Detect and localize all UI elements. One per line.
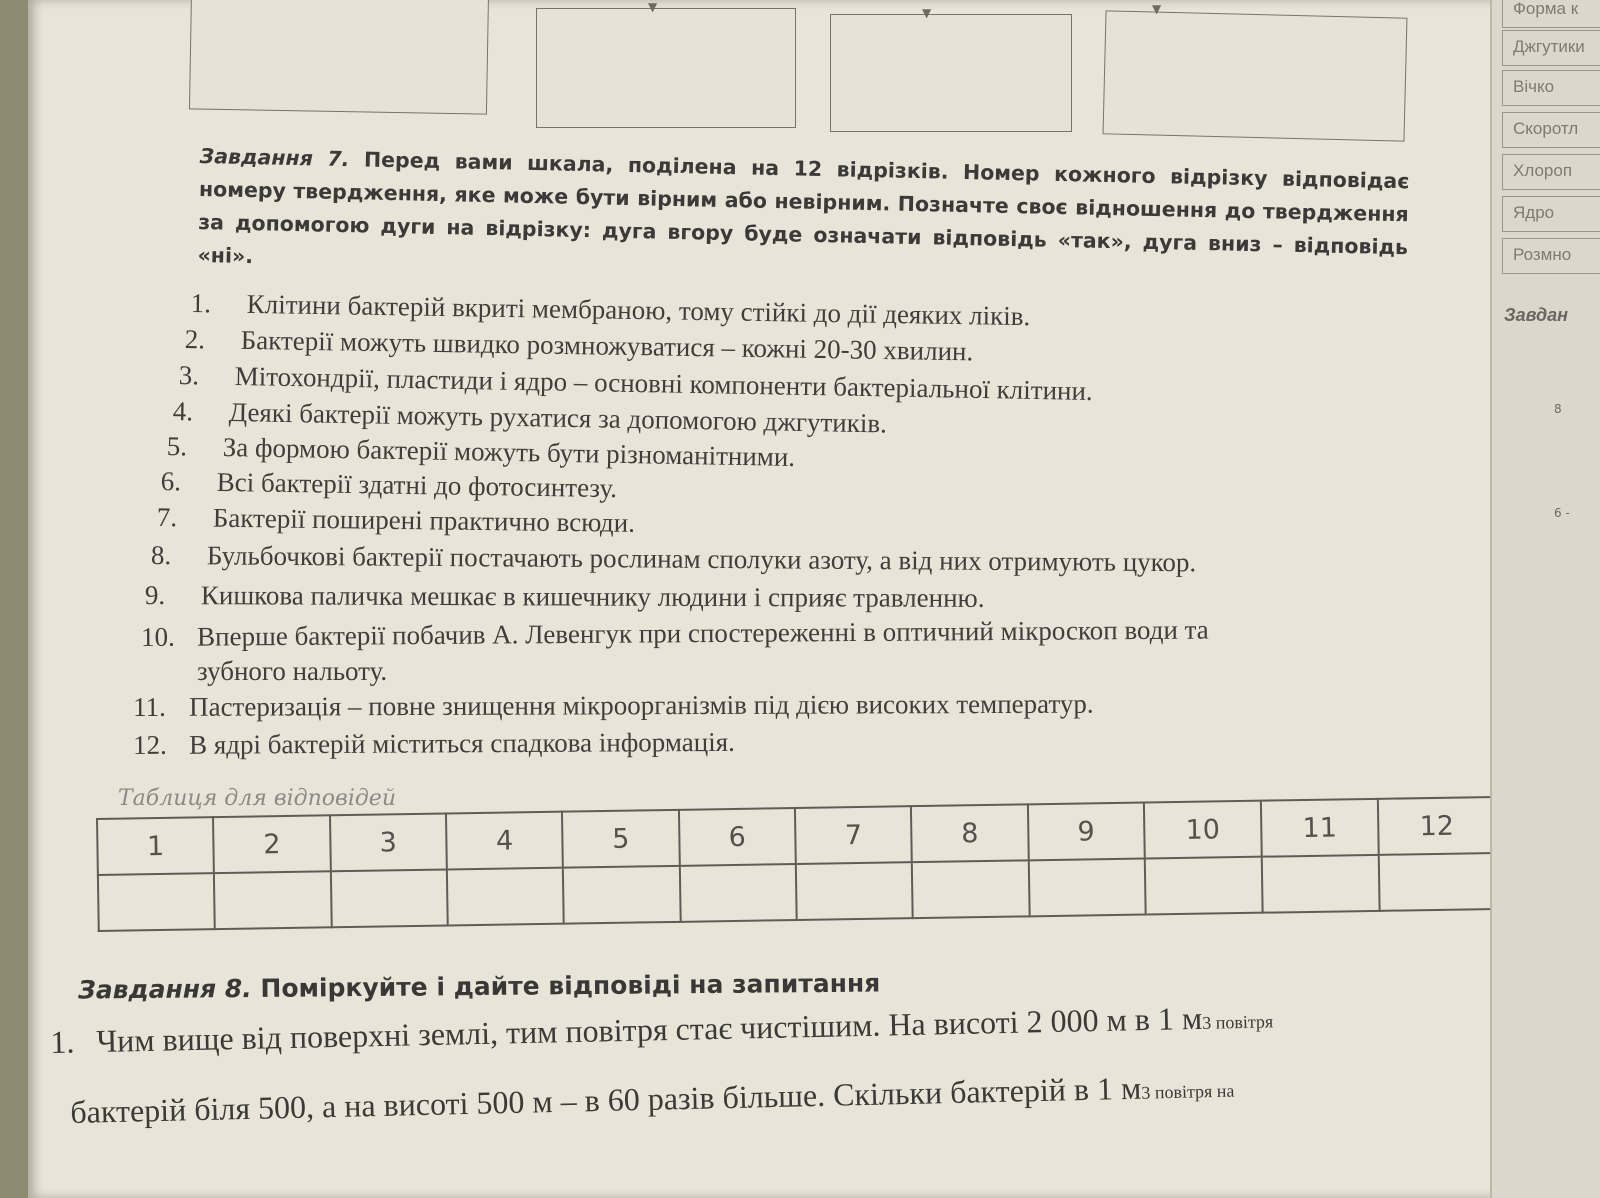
statement-item	[133, 689, 1094, 723]
statement-number: 2.	[184, 324, 206, 355]
answer-cell[interactable]	[1145, 857, 1263, 915]
statement-number: 3.	[178, 360, 200, 391]
side-table-cell: Хлороп	[1502, 154, 1600, 190]
arrow-down-icon: ▼	[1152, 2, 1162, 16]
question-line-1	[50, 998, 1273, 1061]
answer-table-header-cell: 12	[1378, 797, 1496, 855]
answer-table	[96, 796, 1498, 932]
answer-cell[interactable]	[331, 869, 448, 927]
facing-page	[1490, 0, 1600, 1198]
question-text-1-small: 3 повітря	[1201, 1011, 1274, 1033]
answer-cell[interactable]	[679, 864, 796, 922]
statement-number: 9.	[144, 580, 166, 611]
statement-number: 10.	[141, 621, 175, 652]
statement-number: 12.	[133, 729, 167, 760]
drawing-frame-1	[189, 0, 489, 115]
drawing-frame-4	[1103, 10, 1408, 141]
statement-item	[141, 615, 1209, 653]
drawing-frame-3	[830, 14, 1072, 132]
side-mark: 6 -	[1554, 506, 1570, 520]
statement-item	[197, 656, 387, 687]
statement-text: Клітини бактерій вкриті мембраною, тому стійкі до дії деяких ліків.	[246, 288, 1031, 332]
question-number: 1.	[50, 1023, 75, 1060]
statement-text: Кишкова паличка мешкає в кишечнику людини і сприяє травленню.	[200, 580, 985, 613]
answer-cell[interactable]	[1028, 859, 1145, 917]
statement-number: 11.	[133, 691, 166, 722]
answer-table-header-cell: 10	[1144, 801, 1262, 859]
answer-table-header-cell: 9	[1028, 803, 1145, 861]
statement-item	[133, 727, 735, 761]
statement-item	[161, 466, 618, 504]
answer-table-header-cell: 8	[911, 804, 1028, 862]
answer-table-header-cell: 3	[330, 814, 447, 872]
statement-number: 4.	[172, 396, 194, 427]
arrow-down-icon: ▼	[648, 0, 658, 14]
task7-lead: Завдання 7.	[199, 143, 350, 172]
task8-title-text: Поміркуйте і дайте відповіді на запитання	[260, 968, 881, 1003]
statement-text: Всі бактерії здатні до фотосинтезу.	[216, 466, 618, 504]
statement-item	[151, 540, 1197, 578]
statement-text: За формою бактерії можуть бути різноманітними.	[222, 431, 796, 472]
answer-cell[interactable]	[98, 873, 215, 931]
statement-text: Вперше бактерії побачив А. Левенгук при спостереженні в оптичний мікроскоп води та	[196, 614, 1209, 652]
answer-cell[interactable]	[447, 868, 564, 926]
answer-table-header-cell: 4	[446, 812, 563, 870]
answer-cell[interactable]	[214, 871, 331, 929]
statement-text: В ядрі бактерій міститься спадкова інформація.	[188, 726, 735, 760]
statement-text: Мітохондрії, пластиди і ядро – основні компоненти бактеріальної клітини.	[234, 360, 1093, 406]
statement-text: Деякі бактерії можуть рухатися за допомогою джгутиків.	[228, 396, 888, 439]
drawing-frame-2	[536, 8, 796, 128]
statement-item	[145, 580, 985, 614]
side-table-cell: Форма к	[1502, 0, 1600, 28]
question-text-2: бактерій біля 500, а на висоті 500 м – в 60 разів більше. Скільки бактерій в 1 м	[70, 1069, 1142, 1130]
task8-heading	[78, 969, 880, 1005]
statement-number: 7.	[156, 502, 178, 533]
question-text-1: Чим вище від поверхні землі, тим повітря стає чистішим. На висоті 2 000 м в 1 м	[95, 999, 1203, 1060]
answer-cell[interactable]	[796, 862, 913, 920]
answer-cell[interactable]	[1262, 855, 1380, 913]
statement-text: Бактерії можуть швидко розмножуватися – кожні 20-30 хвилин.	[240, 324, 974, 367]
statement-text: зубного нальоту.	[197, 656, 388, 686]
side-table-cell: Джгутики	[1502, 30, 1600, 66]
answer-table-header-cell: 11	[1261, 799, 1379, 857]
answer-cell[interactable]	[1379, 853, 1497, 911]
answer-table-header-cell: 1	[97, 817, 214, 875]
side-table-cell: Ядро	[1502, 196, 1600, 232]
task8-lead: Завдання 8.	[77, 973, 252, 1005]
statement-item	[185, 324, 974, 367]
question-line-2	[70, 1068, 1235, 1131]
task7-instructions	[197, 140, 1409, 297]
task7-text: Перед вами шкала, поділена на 12 відрізків. Номер кожного відрізку відповідає номеру твердження, яке може бути вірним або невірним. Позначте своє відношення до твердження за допомогою дуги на відрізку: дуга вгору буде означати відповідь «так», дуга вниз – відповідь «ні».	[197, 147, 1410, 269]
answer-table-header-cell: 5	[562, 810, 679, 868]
answer-cell[interactable]	[563, 866, 680, 924]
statement-number: 6.	[160, 466, 182, 497]
side-mark: 8	[1554, 402, 1562, 416]
answer-table-header-cell: 2	[213, 815, 330, 873]
statement-text: Бульбочкові бактерії постачають рослинам сполуки азоту, а від них отримують цукор.	[206, 540, 1197, 578]
answer-cell[interactable]	[912, 860, 1029, 918]
side-table-cell: Скоротл	[1502, 112, 1600, 148]
statement-text: Бактерії поширені практично всюди.	[212, 502, 636, 538]
statement-number: 5.	[166, 431, 188, 462]
question-text-2-small: 3 повітря на	[1141, 1080, 1235, 1103]
answer-table-header-cell: 7	[795, 806, 912, 864]
statement-text: Пастеризація – повне знищення мікроорганізмів під дією високих температур.	[188, 688, 1094, 722]
table-caption: Таблиця для відповідей	[118, 786, 396, 811]
statement-number: 1.	[190, 288, 212, 319]
side-table-cell: Вічко	[1502, 70, 1600, 106]
statement-number: 8.	[150, 540, 172, 571]
answer-table-header-cell: 6	[679, 808, 796, 866]
workbook-page	[28, 0, 1508, 1198]
statement-item	[157, 502, 636, 539]
side-table-cell: Розмно	[1502, 238, 1600, 274]
arrow-down-icon: ▼	[922, 6, 932, 20]
side-heading: Завдан	[1504, 305, 1569, 325]
